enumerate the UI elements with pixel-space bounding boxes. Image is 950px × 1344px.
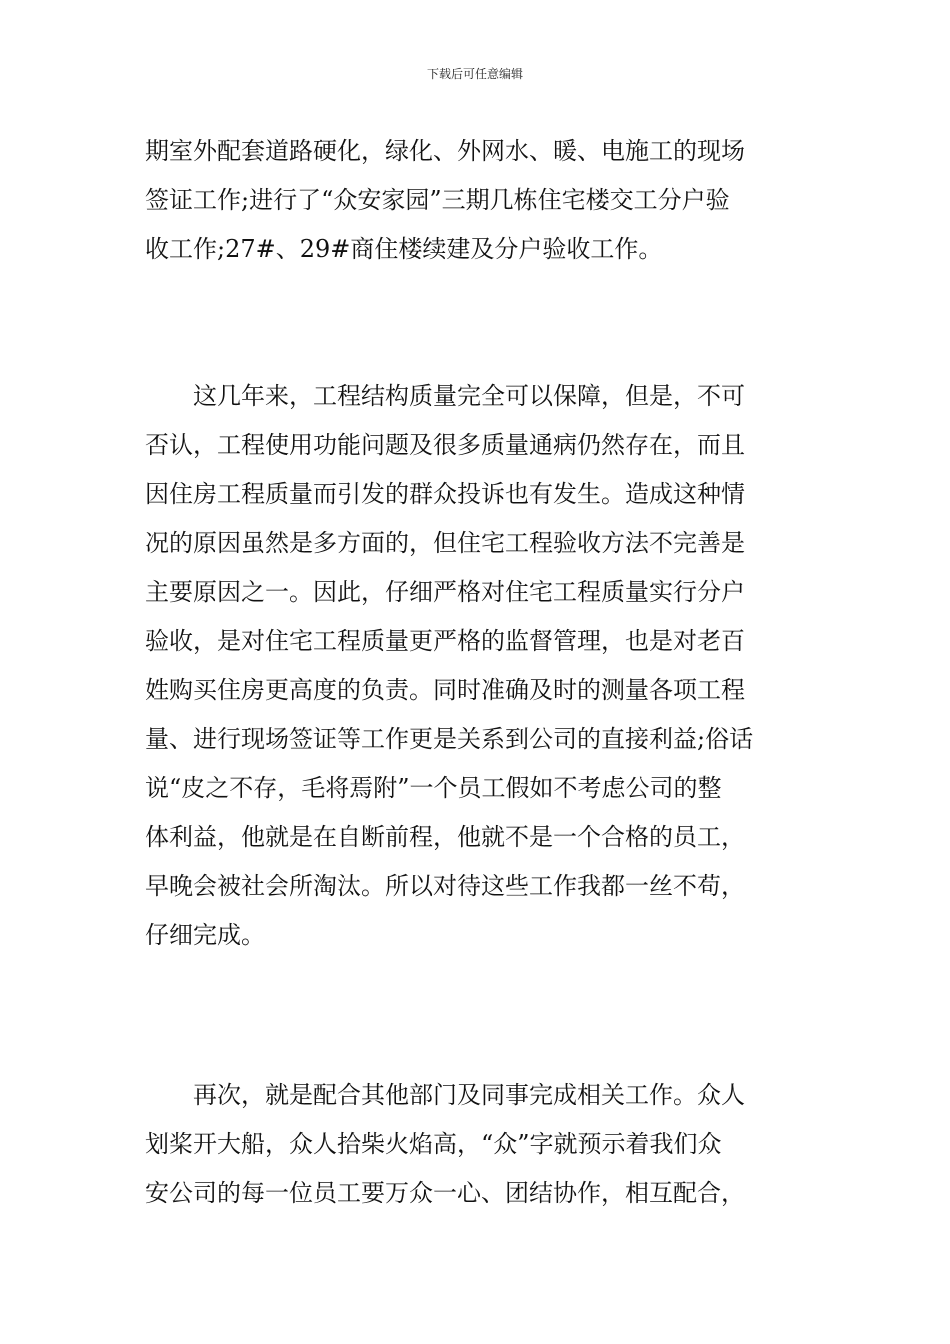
text-line: 验收，是对住宅工程质量更严格的监督管理，也是对老百 (145, 627, 745, 655)
text-line: 仔细完成。 (145, 921, 265, 949)
text-line: 早晚会被社会所淘汰。所以对待这些工作我都一丝不苟， (145, 872, 745, 900)
text-line: 再次，就是配合其他部门及同事完成相关工作。众人 (145, 1081, 745, 1109)
text-line: 收工作;27#、29#商住楼续建及分户验收工作。 (145, 235, 663, 263)
text-line: 说“皮之不存，毛将焉附”一个员工假如不考虑公司的整 (145, 774, 722, 802)
text-line: 量、进行现场签证等工作更是关系到公司的直接利益;俗话 (145, 725, 754, 753)
text-line: 因住房工程质量而引发的群众投诉也有发生。造成这种情 (145, 480, 745, 508)
text-line: 姓购买住房更高度的负责。同时准确及时的测量各项工程 (145, 676, 745, 704)
page-header: 下载后可任意编辑 (426, 67, 523, 81)
text-line: 否认，工程使用功能问题及很多质量通病仍然存在，而且 (145, 431, 745, 459)
text-line: 主要原因之一。因此，仔细严格对住宅工程质量实行分户 (145, 578, 745, 606)
text-line: 况的原因虽然是多方面的，但住宅工程验收方法不完善是 (145, 529, 745, 557)
text-line: 划桨开大船，众人拾柴火焰高，“众”字就预示着我们众 (145, 1130, 722, 1158)
text-line: 安公司的每一位员工要万众一心、团结协作，相互配合， (145, 1179, 745, 1207)
text-line: 体利益，他就是在自断前程，他就不是一个合格的员工， (145, 823, 745, 851)
paragraph-3 (145, 1071, 807, 1218)
text-line: 期室外配套道路硬化，绿化、外网水、暖、电施工的现场 (145, 137, 745, 165)
paragraph-2 (145, 372, 807, 960)
text-line: 这几年来，工程结构质量完全可以保障，但是，不可 (145, 382, 745, 410)
paragraph-1 (145, 127, 807, 274)
text-line: 签证工作;进行了“众安家园”三期几栋住宅楼交工分户验 (145, 186, 730, 214)
